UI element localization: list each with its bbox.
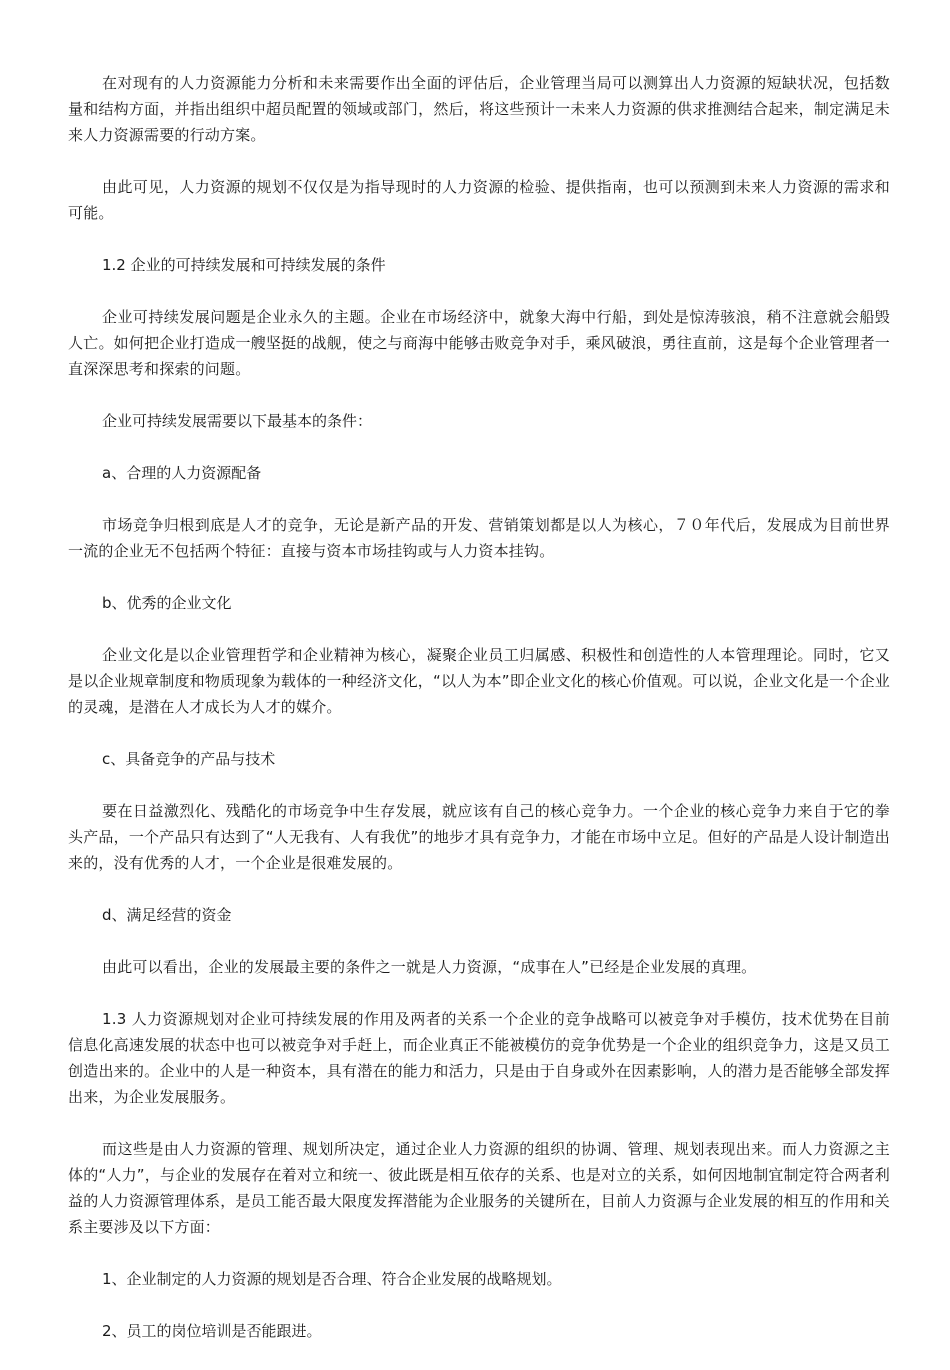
paragraph-assessment: 在对现有的人力资源能力分析和未来需要作出全面的评估后，企业管理当局可以测算出人力资源的短缺状况，包括数量和结构方面，并指出组织中超员配置的领域或部门，然后，将这些预计一未来人力资源的供求推测结合起来，制定满足未来人力资源需要的行动方案。 bbox=[68, 74, 890, 144]
paragraph-corporate-culture: 企业文化是以企业管理哲学和企业精神为核心，凝聚企业员工归属感、积极性和创造性的人本管理理论。同时，它又是以企业规章制度和物质现象为载体的一种经济文化，“以人为本”即企业文化的核心价值观。可以说，企业文化是一个企业的灵魂，是潜在人才成长为人才的媒介。 bbox=[68, 646, 890, 716]
paragraph-talent-competition: 市场竞争归根到底是人才的竞争，无论是新产品的开发、营销策划都是以人为核心，７０年代后，发展成为目前世界一流的企业无不包括两个特征：直接与资本市场挂钩或与人力资本挂钩。 bbox=[68, 516, 890, 560]
subheading-d: d、满足经营的资金 bbox=[102, 906, 232, 924]
paragraph-human-resources-key: 由此可以看出，企业的发展最主要的条件之一就是人力资源，“成事在人”已经是企业发展的真理。 bbox=[102, 958, 757, 976]
paragraph-conclusion-planning: 由此可见，人力资源的规划不仅仅是为指导现时的人力资源的检验、提供指南，也可以预测到未来人力资源的需求和可能。 bbox=[68, 178, 890, 222]
list-item-2: 2、员工的岗位培训是否能跟进。 bbox=[102, 1322, 322, 1340]
section-heading-1-2: 1.2 企业的可持续发展和可持续发展的条件 bbox=[102, 256, 386, 274]
section-paragraph-1-3: 1.3 人力资源规划对企业可持续发展的作用及两者的关系一个企业的竞争战略可以被竞争对手模仿，技术优势在目前信息化高速发展的状态中也可以被竞争对手赶上，而企业真正不能被模仿的竞争优势是一个企业的组织竞争力，这是又员工创造出来的。企业中的人是一种资本，具有潜在的能力和活力，只是由于自身或外在因素影响，人的潜力是否能够全部发挥出来，为企业发展服务。 bbox=[68, 1010, 890, 1106]
paragraph-sustainability-theme: 企业可持续发展问题是企业永久的主题。企业在市场经济中，就象大海中行船，到处是惊涛骇浪，稍不注意就会船毁人亡。如何把企业打造成一艘坚挺的战舰，使之与商海中能够击败竞争对手，乘风破浪，勇往直前，这是每个企业管理者一直深深思考和探索的问题。 bbox=[68, 308, 890, 378]
paragraph-conditions-intro: 企业可持续发展需要以下最基本的条件： bbox=[102, 412, 373, 430]
subheading-c: c、具备竞争的产品与技术 bbox=[102, 750, 276, 768]
paragraph-core-competence: 要在日益激烈化、残酷化的市场竞争中生存发展，就应该有自己的核心竞争力。一个企业的核心竞争力来自于它的拳头产品，一个产品只有达到了“人无我有、人有我优”的地步才具有竞争力，才能在市场中立足。但好的产品是人设计制造出来的，没有优秀的人才，一个企业是很难发展的。 bbox=[68, 802, 890, 872]
list-item-1: 1、企业制定的人力资源的规划是否合理、符合企业发展的战略规划。 bbox=[102, 1270, 562, 1288]
paragraph-management-planning: 而这些是由人力资源的管理、规划所决定，通过企业人力资源的组织的协调、管理、规划表现出来。而人力资源之主体的“人力”，与企业的发展存在着对立和统一、彼此既是相互依存的关系、也是对立的关系，如何因地制宜制定符合两者利益的人力资源管理体系，是员工能否最大限度发挥潜能为企业服务的关键所在，目前人力资源与企业发展的相互的作用和关系主要涉及以下方面： bbox=[68, 1140, 890, 1236]
subheading-a: a、合理的人力资源配备 bbox=[102, 464, 262, 482]
document-page bbox=[68, 70, 890, 1370]
subheading-b: b、优秀的企业文化 bbox=[102, 594, 232, 612]
